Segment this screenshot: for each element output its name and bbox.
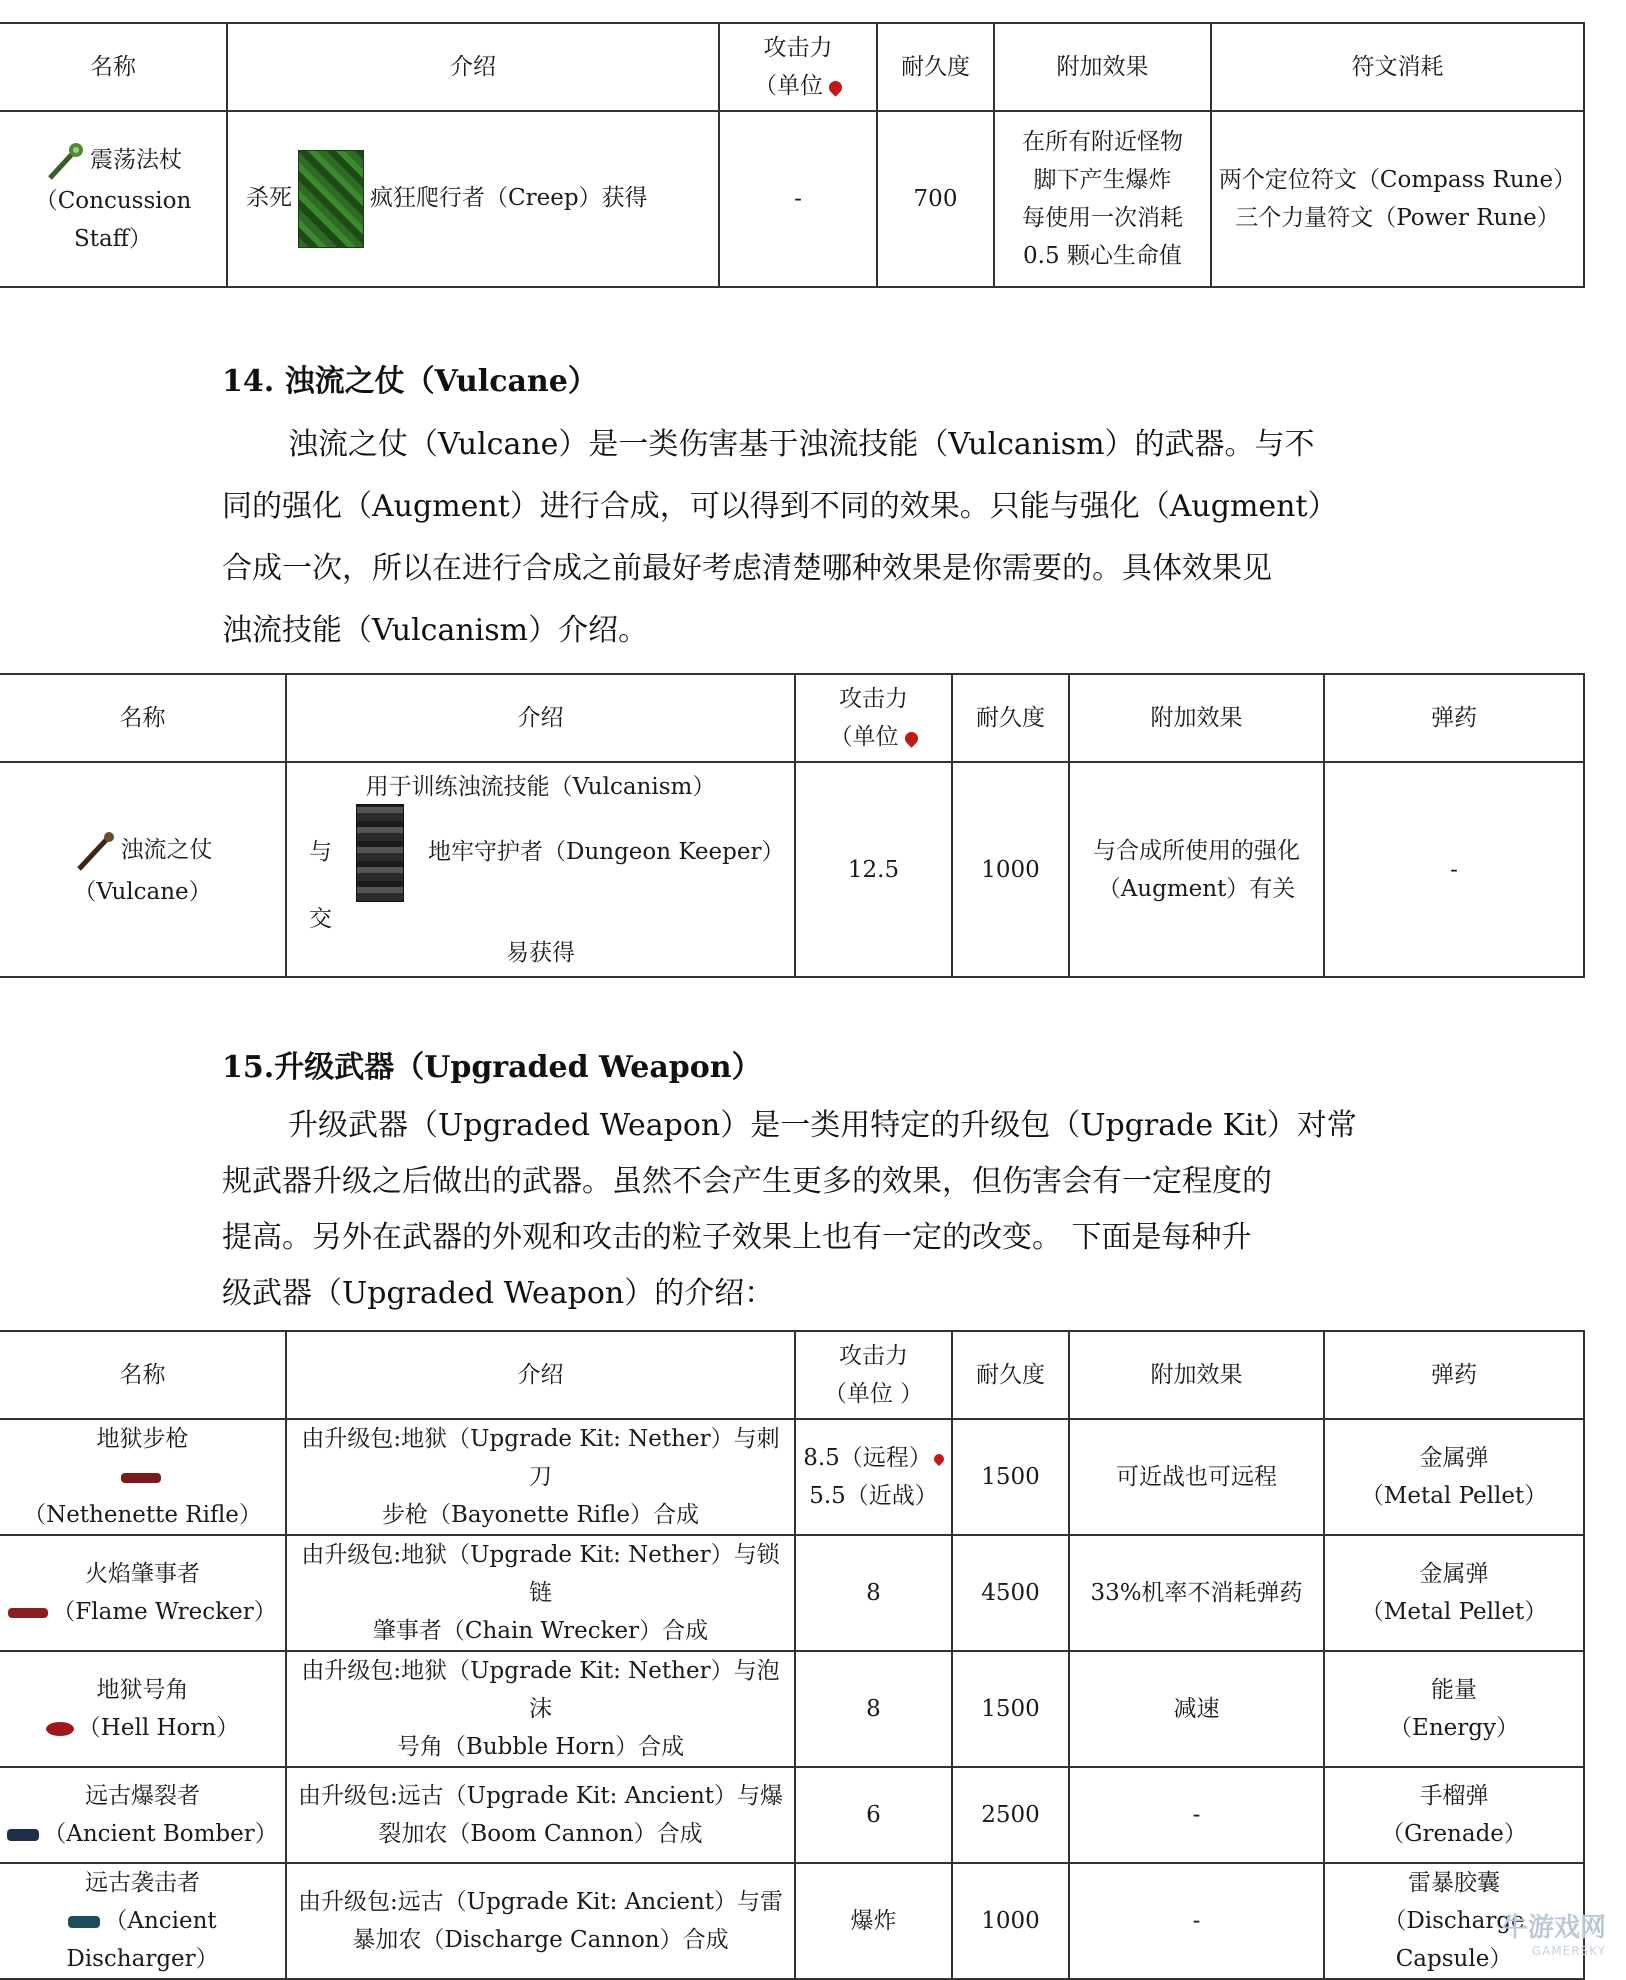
intro-drop-text: 疯狂爬行者（Creep）获得 (370, 185, 648, 211)
paragraph-line (222, 1098, 1402, 1154)
header-rune-cost: 符文消耗 (1211, 23, 1584, 111)
weapon-name: 地狱步枪 (96, 1426, 189, 1452)
hell-horn-icon (46, 1722, 74, 1736)
attack-value: 8 (795, 1651, 952, 1767)
header-ammo: 弹药 (1324, 1331, 1584, 1419)
header-effect: 附加效果 (1069, 674, 1324, 762)
watermark-sub-text: GAMERSKY (1531, 1944, 1606, 1958)
effect-cell (1069, 762, 1324, 977)
weapon-name: 远古爆裂者 (85, 1783, 200, 1809)
rune-cost-cell (1211, 111, 1584, 287)
attack-value: 爆炸 (795, 1863, 952, 1979)
heart-icon (826, 78, 844, 96)
weapon-name: 震荡法杖 (90, 147, 182, 173)
vulcane-staff-icon (73, 829, 117, 873)
ammo-line: （Energy） (1389, 1715, 1519, 1741)
effect-value: 可近战也可远程 (1069, 1419, 1324, 1535)
weapon-intro-cell (286, 1767, 795, 1863)
section-14-paragraph (222, 414, 1402, 662)
table-header-row (0, 674, 1584, 762)
table-row (0, 1767, 1584, 1863)
header-attack-unit: （单位 ） (823, 1381, 924, 1407)
table-row (0, 762, 1584, 977)
weapon-intro-cell (286, 1419, 795, 1535)
weapon-name-en: （Nethenette Rifle） (23, 1502, 262, 1528)
intro-line: 由升级包:远古（Upgrade Kit: Ancient）与雷 (297, 1889, 784, 1915)
heart-icon (902, 729, 920, 747)
concussion-staff-table (0, 22, 1585, 288)
ammo-cell (1324, 1419, 1584, 1535)
intro-top-text: 用于训练浊流技能（Vulcanism） (365, 773, 716, 800)
effect-line: 每使用一次消耗 (1022, 205, 1183, 231)
ammo-value: - (1324, 762, 1584, 977)
header-durability: 耐久度 (952, 674, 1069, 762)
header-name: 名称 (0, 23, 227, 111)
effect-line: 在所有附近怪物 (1022, 129, 1183, 155)
rune-cost-line: 三个力量符文（Power Rune） (1235, 205, 1560, 231)
weapon-name-cell (0, 1863, 286, 1979)
header-durability: 耐久度 (952, 1331, 1069, 1419)
durability-value: 2500 (952, 1767, 1069, 1863)
table-row (0, 111, 1584, 287)
durability-value: 1500 (952, 1651, 1069, 1767)
attack-value: - (719, 111, 877, 287)
intro-line: 由升级包:地狱（Upgrade Kit: Nether）与锁链 (301, 1542, 780, 1606)
weapon-name-en: （Ancient Discharger） (66, 1908, 219, 1972)
attack-value: 12.5 (795, 762, 952, 977)
intro-line: 暴加农（Discharge Cannon）合成 (352, 1927, 729, 1953)
weapon-name-cell (0, 1419, 286, 1535)
attack-value: 6 (795, 1767, 952, 1863)
weapon-name-cell (0, 1535, 286, 1651)
header-ammo: 弹药 (1324, 674, 1584, 762)
effect-value: - (1069, 1767, 1324, 1863)
creep-mob-icon (298, 150, 364, 248)
intro-line: 由升级包:远古（Upgrade Kit: Ancient）与爆 (297, 1783, 784, 1809)
effect-line: 脚下产生爆炸 (1033, 167, 1172, 193)
ammo-cell (1324, 1535, 1584, 1651)
flame-wrecker-icon (8, 1608, 48, 1618)
effect-line: 与合成所使用的强化 (1093, 837, 1300, 864)
weapon-intro-cell (227, 111, 719, 287)
durability-value: 1500 (952, 1419, 1069, 1535)
weapon-name-cell (0, 762, 286, 977)
header-durability: 耐久度 (877, 23, 994, 111)
concussion-staff-icon (44, 140, 86, 182)
section-14-heading: 14. 浊流之仗（Vulcane） (222, 364, 598, 399)
intro-line: 由升级包:地狱（Upgrade Kit: Nether）与刺刀 (301, 1426, 780, 1490)
effect-line: 0.5 颗心生命值 (1023, 243, 1182, 269)
weapon-name-line (4, 829, 281, 873)
ammo-line: 金属弹 (1419, 1561, 1489, 1587)
header-effect: 附加效果 (1069, 1331, 1324, 1419)
header-attack-label: 攻击力 (763, 35, 833, 61)
effect-cell (994, 111, 1211, 287)
attack-cell (795, 1419, 952, 1535)
ancient-discharger-icon (68, 1916, 100, 1928)
table-row (0, 1651, 1584, 1767)
ammo-line: （Metal Pellet） (1360, 1483, 1548, 1509)
intro-line: 号角（Bubble Horn）合成 (396, 1734, 685, 1760)
weapon-name: 火焰肇事者 (85, 1561, 200, 1587)
attack-line (800, 1439, 947, 1477)
vulcane-table (0, 673, 1585, 978)
header-attack-unit: （单位 (754, 73, 823, 99)
ammo-line: （Grenade） (1381, 1821, 1527, 1847)
header-intro: 介绍 (286, 1331, 795, 1419)
paragraph-line: 级武器（Upgraded Weapon）的介绍： (222, 1276, 775, 1311)
header-intro: 介绍 (227, 23, 719, 111)
watermark-logo-text: 牛游戏网 (1501, 1913, 1606, 1943)
paragraph-line-text: 浊流之仗（Vulcane）是一类伤害基于浊流技能（Vulcanism）的武器。与不 (288, 427, 1315, 462)
ammo-line: （Metal Pellet） (1360, 1599, 1548, 1625)
weapon-name-en: （Vulcane） (73, 878, 212, 905)
intro-line: 由升级包:地狱（Upgrade Kit: Nether）与泡沫 (301, 1658, 780, 1722)
durability-value: 700 (877, 111, 994, 287)
paragraph-line: 提高。另外在武器的外观和攻击的粒子效果上也有一定的改变。 下面是每种升 (222, 1220, 1252, 1255)
ammo-line: 能量 (1431, 1677, 1477, 1703)
ammo-line: 手榴弹 (1419, 1783, 1489, 1809)
paragraph-line: 合成一次，所以在进行合成之前最好考虑清楚哪种效果是你需要的。具体效果见 (222, 551, 1272, 586)
attack-ranged: 8.5（远程） (803, 1445, 932, 1471)
intro-trade-text: 地牢守护者（Dungeon Keeper）交 (309, 838, 785, 932)
ammo-cell (1324, 1767, 1584, 1863)
ammo-line: 金属弹 (1419, 1445, 1489, 1471)
attack-line: 5.5（近战） (809, 1483, 938, 1509)
weapon-name-line (4, 140, 222, 182)
weapon-intro-cell (286, 1651, 795, 1767)
table-header-row (0, 23, 1584, 111)
intro-end-text: 易获得 (506, 939, 575, 966)
intro-kill-text: 杀死 (246, 185, 292, 211)
weapon-name-en: （Hell Horn） (77, 1715, 240, 1741)
intro-line: 步枪（Bayonette Rifle）合成 (382, 1502, 699, 1528)
attack-value: 8 (795, 1535, 952, 1651)
intro-line: 裂加农（Boom Cannon）合成 (378, 1821, 703, 1847)
weapon-intro-cell (286, 1863, 795, 1979)
durability-value: 1000 (952, 762, 1069, 977)
header-intro: 介绍 (286, 674, 795, 762)
intro-with-text: 与 (309, 838, 332, 865)
effect-line: （Augment）有关 (1097, 875, 1296, 902)
weapon-intro-cell (286, 1535, 795, 1651)
ammo-line: 雷暴胶囊 (1408, 1870, 1500, 1896)
header-name: 名称 (0, 674, 286, 762)
paragraph-line: 规武器升级之后做出的武器。虽然不会产生更多的效果，但伤害会有一定程度的 (222, 1164, 1272, 1199)
weapon-name-cell (0, 111, 227, 287)
intro-trade-line (291, 804, 790, 936)
header-attack-label: 攻击力 (839, 1343, 908, 1369)
weapon-name: 浊流之仗 (120, 836, 213, 863)
effect-value: 33%机率不消耗弹药 (1069, 1535, 1324, 1651)
weapon-name-en: （Concussion Staff） (34, 188, 192, 252)
table-row (0, 1419, 1584, 1535)
header-effect: 附加效果 (994, 23, 1211, 111)
table-row (0, 1863, 1584, 1979)
upgraded-weapon-table (0, 1330, 1585, 1980)
rune-cost-line: 两个定位符文（Compass Rune） (1218, 167, 1577, 193)
header-attack (719, 23, 877, 111)
nethenette-rifle-icon (121, 1473, 161, 1483)
weapon-name-en: （Ancient Bomber） (43, 1821, 278, 1847)
weapon-name-en: （Flame Wrecker） (52, 1599, 277, 1625)
dungeon-keeper-mob-icon (356, 804, 404, 902)
durability-value: 1000 (952, 1863, 1069, 1979)
effect-value: - (1069, 1863, 1324, 1979)
header-attack (795, 674, 952, 762)
ammo-line: （Discharge Capsule） (1383, 1908, 1525, 1972)
weapon-name-cell (0, 1767, 286, 1863)
weapon-name: 地狱号角 (96, 1677, 189, 1703)
paragraph-line (222, 414, 1402, 476)
ancient-bomber-icon (7, 1829, 39, 1841)
section-15-paragraph (222, 1098, 1402, 1322)
durability-value: 4500 (952, 1535, 1069, 1651)
table-header-row (0, 1331, 1584, 1419)
table-row (0, 1535, 1584, 1651)
header-attack-label: 攻击力 (839, 686, 908, 712)
effect-value: 减速 (1069, 1651, 1324, 1767)
section-15-heading: 15.升级武器（Upgraded Weapon） (222, 1050, 762, 1085)
header-attack-unit: （单位 (829, 724, 899, 750)
weapon-intro-cell (286, 762, 795, 977)
weapon-name: 远古袭击者 (85, 1870, 200, 1896)
heart-icon (932, 1452, 946, 1466)
weapon-name-cell (0, 1651, 286, 1767)
paragraph-line-text: 升级武器（Upgraded Weapon）是一类用特定的升级包（Upgrade Kit）对常 (288, 1108, 1357, 1143)
header-attack (795, 1331, 952, 1419)
header-name: 名称 (0, 1331, 286, 1419)
ammo-cell (1324, 1651, 1584, 1767)
paragraph-line: 浊流技能（Vulcanism）介绍。 (222, 613, 649, 648)
intro-line: 肇事者（Chain Wrecker）合成 (372, 1618, 709, 1644)
site-watermark (1502, 1907, 1606, 1958)
paragraph-line: 同的强化（Augment）进行合成，可以得到不同的效果。只能与强化（Augment） (222, 489, 1338, 524)
